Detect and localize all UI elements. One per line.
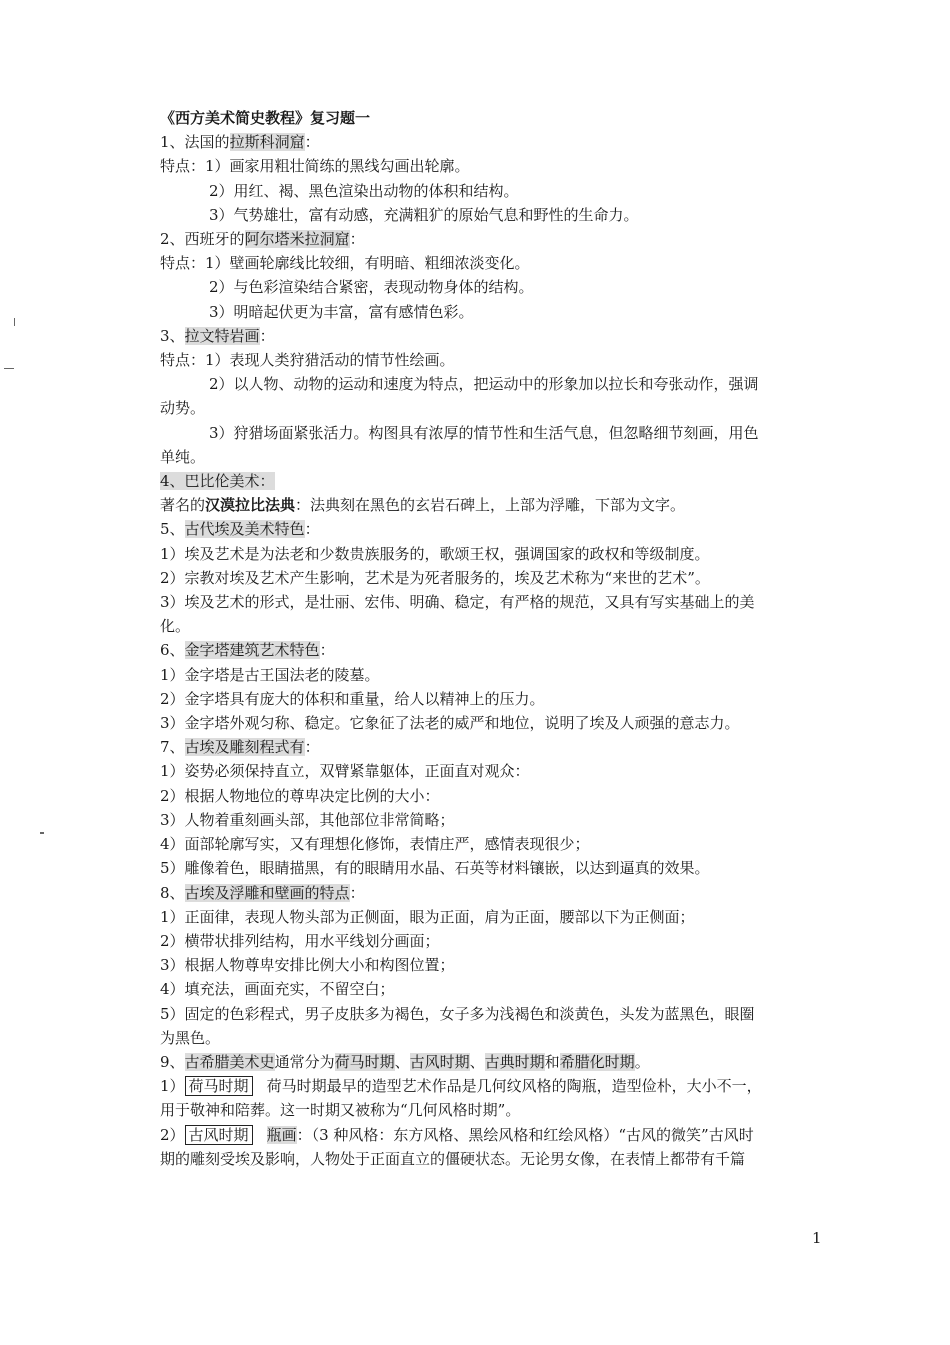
- highlighted-term: 瓶画: [266, 1125, 297, 1144]
- list-item: 2）与色彩渲染结合紧密，表现动物身体的结构。: [209, 278, 534, 297]
- section-7-heading: 7、古埃及雕刻程式有：: [160, 738, 320, 757]
- paragraph: 著名的汉漠拉比法典：法典刻在黑色的玄岩石碑上，上部为浮雕，下部为文字。: [160, 496, 686, 515]
- scan-mark: [40, 832, 44, 834]
- list-item: 2）金字塔具有庞大的体积和重量，给人以精神上的压力。: [160, 689, 545, 708]
- list-item: 特点：1）表现人类狩猎活动的情节性绘画。: [160, 351, 455, 370]
- section-1-heading: 1、法国的拉斯科洞窟：: [160, 133, 320, 152]
- list-item: 1）埃及艺术是为法老和少数贵族服务的，歌颂王权，强调国家的政权和等级制度。: [160, 544, 710, 563]
- list-item: 2）以人物、动物的运动和速度为特点，把运动中的形象加以拉长和夸张动作，强调: [209, 375, 759, 394]
- list-item: 5）雕像着色，眼睛描黑，有的眼睛用水晶、石英等材料镶嵌，以达到逼真的效果。: [160, 859, 710, 878]
- list-item: 特点：1）壁画轮廓线比较细，有明暗、粗细浓淡变化。: [160, 254, 530, 273]
- list-item: 4）面部轮廓写实，又有理想化修饰，表情庄严，感情表现很少；: [160, 835, 590, 854]
- highlighted-term: 希腊化时期: [559, 1052, 635, 1071]
- section-2-heading: 2、西班牙的阿尔塔米拉洞窟：: [160, 230, 365, 249]
- list-item: 1）正面律，表现人物头部为正侧面，眼为正面，肩为正面，腰部以下为正侧面；: [160, 907, 695, 926]
- list-item: 3）金字塔外观匀称、稳定。它象征了法老的威严和地位，说明了埃及人顽强的意志力。: [160, 714, 740, 733]
- list-item: 4）填充法，画面充实，不留空白；: [160, 980, 395, 999]
- highlighted-term: 荷马时期: [334, 1052, 395, 1071]
- highlighted-term: 古代埃及美术特色: [184, 520, 305, 539]
- scan-mark: [14, 318, 15, 326]
- list-item: 1） 荷马时期 荷马时期最早的造型艺术作品是几何纹风格的陶瓶，造型俭朴，大小不一，: [160, 1077, 762, 1096]
- section-8-heading: 8、古埃及浮雕和壁画的特点：: [160, 883, 365, 902]
- list-item: 3）狩猎场面紧张活力。构图具有浓厚的情节性和生活气息，但忽略细节刻画，用色: [209, 423, 759, 442]
- section-4-heading: [160, 469, 820, 493]
- highlighted-term: 古典时期: [484, 1052, 545, 1071]
- highlighted-term: 拉斯科洞窟: [229, 133, 305, 152]
- list-item: 2）横带状排列结构，用水平线划分画面；: [160, 931, 440, 950]
- page-number: 1: [812, 1229, 822, 1247]
- highlighted-term: 古风时期: [409, 1052, 470, 1071]
- list-item: 2）根据人物地位的尊卑决定比例的大小：: [160, 786, 440, 805]
- list-item: 1）姿势必须保持直立，双臂紧靠躯体，正面直对观众：: [160, 762, 530, 781]
- list-item: 3）人物着重刻画头部，其他部位非常简略；: [160, 810, 455, 829]
- section-5-heading: 5、古代埃及美术特色：: [160, 520, 320, 539]
- list-item: 3）根据人物尊卑安排比例大小和构图位置；: [160, 956, 455, 975]
- section-9-heading: 9、古希腊美术史通常分为荷马时期、古风时期、古典时期和希腊化时期。: [160, 1052, 650, 1071]
- list-item-continuation: 化。: [160, 617, 191, 636]
- document-title: 《西方美术简史教程》复习题一: [160, 109, 371, 127]
- highlighted-term: 古埃及浮雕和壁画的特点: [184, 883, 350, 902]
- scan-mark: [4, 368, 14, 369]
- section-3-heading: 3、拉文特岩画：: [160, 326, 275, 345]
- list-item-continuation: 用于敬神和陪葬。这一时期又被称为“几何风格时期”。: [160, 1101, 521, 1120]
- list-item: 2）用红、褐、黑色渲染出动物的体积和结构。: [209, 181, 519, 200]
- list-item: 2） 古风时期 瓶画：（3 种风格：东方风格、黑绘风格和红绘风格）“古风的微笑”古风时: [160, 1125, 754, 1144]
- boxed-term: 荷马时期: [185, 1076, 253, 1096]
- list-item: 特点：1）画家用粗壮简练的黑线勾画出轮廓。: [160, 157, 470, 176]
- highlighted-term: 阿尔塔米拉洞窟: [244, 230, 350, 249]
- list-item-continuation: 动势。: [160, 399, 206, 418]
- highlighted-term: 4、巴比伦美术：: [160, 472, 275, 491]
- list-item-continuation: 单纯。: [160, 447, 206, 466]
- list-item: 3）埃及艺术的形式，是壮丽、宏伟、明确、稳定，有严格的规范，又具有写实基础上的美: [160, 593, 755, 612]
- highlighted-term: 古希腊美术史: [184, 1052, 275, 1071]
- boxed-term: 古风时期: [185, 1125, 253, 1145]
- list-item-continuation: 期的雕刻受埃及影响，人物处于正面直立的僵硬状态。无论男女像，在表情上都带有千篇: [160, 1149, 746, 1168]
- highlighted-term: 金字塔建筑艺术特色: [184, 641, 320, 660]
- list-item-continuation: 为黑色。: [160, 1028, 221, 1047]
- section-6-heading: 6、金字塔建筑艺术特色：: [160, 641, 335, 660]
- review-content: [160, 106, 820, 1171]
- list-item: 5）固定的色彩程式，男子皮肤多为褐色，女子多为浅褐色和淡黄色，头发为蓝黑色，眼圈: [160, 1004, 755, 1023]
- highlighted-term: 古埃及雕刻程式有: [184, 738, 305, 757]
- highlighted-term: 拉文特岩画: [184, 326, 260, 345]
- list-item: 2）宗教对埃及艺术产生影响，艺术是为死者服务的，埃及艺术称为“来世的艺术”。: [160, 568, 710, 587]
- list-item: 3）明暗起伏更为丰富，富有感情色彩。: [209, 302, 474, 321]
- list-item: 1）金字塔是古王国法老的陵墓。: [160, 665, 380, 684]
- list-item: 3）气势雄壮，富有动感，充满粗犷的原始气息和野性的生命力。: [209, 205, 639, 224]
